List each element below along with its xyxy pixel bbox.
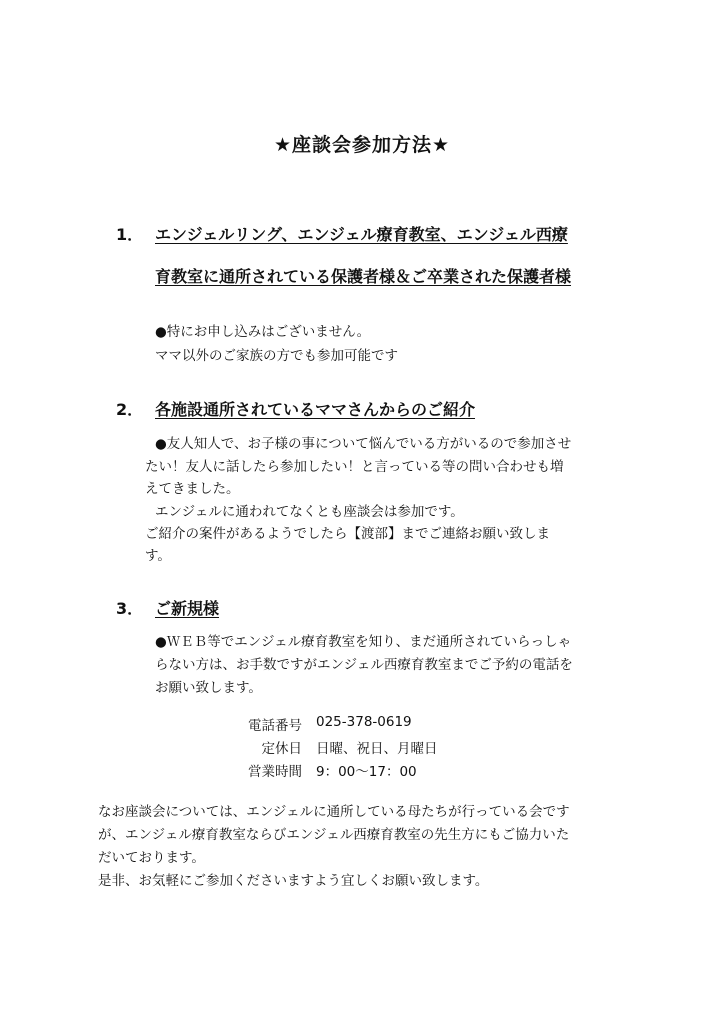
contact-value-holiday: 日曜、祝日、月曜日 (316, 741, 438, 757)
contact-label-hours: 営業時間 (248, 764, 302, 780)
section-1-body-line-1: ●特にお申し込みはございません。 (155, 324, 371, 340)
section-2-body-line-3: えてきました。 (145, 481, 240, 497)
closing-line-1: なお座談会については、エンジェルに通所している母たちが行っている会です (98, 804, 570, 820)
section-2-number: 2． (116, 400, 144, 419)
contact-value-phone: 025-378-0619 (316, 714, 412, 730)
closing-line-3: だいております。 (98, 850, 205, 866)
section-2-body-line-6: す。 (145, 548, 171, 564)
contact-label-holiday: 定休日 (261, 741, 302, 757)
section-2-heading: 各施設通所されているママさんからのご紹介 (155, 400, 476, 419)
contact-value-hours: 9：00～17：00 (316, 764, 417, 780)
section-2-body-line-5: ご紹介の案件があるようでしたら【渡部】までご連絡お願い致しま (145, 526, 550, 542)
section-3-heading: ご新規様 (155, 599, 220, 618)
page-title: ★座談会参加方法★ (273, 134, 451, 156)
section-1-number: 1． (116, 225, 144, 244)
closing-line-2: が、エンジェル療育教室ならびエンジェル西療育教室の先生方にもご協力いた (98, 827, 570, 843)
section-3-number: 3． (116, 599, 144, 618)
section-3-body-line-3: お願い致します。 (155, 680, 262, 696)
section-3-body-line-2: らない方は、お手数ですがエンジェル西療育教室までご予約の電話を (155, 657, 573, 673)
section-1-body-line-2: ママ以外のご家族の方でも参加可能です (155, 348, 398, 364)
section-1-heading-line-2: 育教室に通所されている保護者様＆ご卒業された保護者様 (155, 267, 572, 286)
section-2-body-line-2: たい！友人に話したら参加したい！と言っている等の問い合わせも増 (145, 459, 564, 475)
section-2-body-line-4: エンジェルに通われてなくとも座談会は参加です。 (155, 504, 464, 520)
contact-label-phone: 電話番号 (248, 718, 302, 734)
section-1-heading-line-1: エンジェルリング、エンジェル療育教室、エンジェル西療 (155, 225, 568, 244)
section-3-body-line-1: ●ＷＥＢ等でエンジェル療育教室を知り、まだ通所されていらっしゃ (155, 634, 572, 650)
section-2-body-line-1: ●友人知人で、お子様の事について悩んでいる方がいるので参加させ (155, 436, 572, 452)
closing-line-4: 是非、お気軽にご参加くださいますよう宜しくお願い致します。 (98, 873, 489, 889)
